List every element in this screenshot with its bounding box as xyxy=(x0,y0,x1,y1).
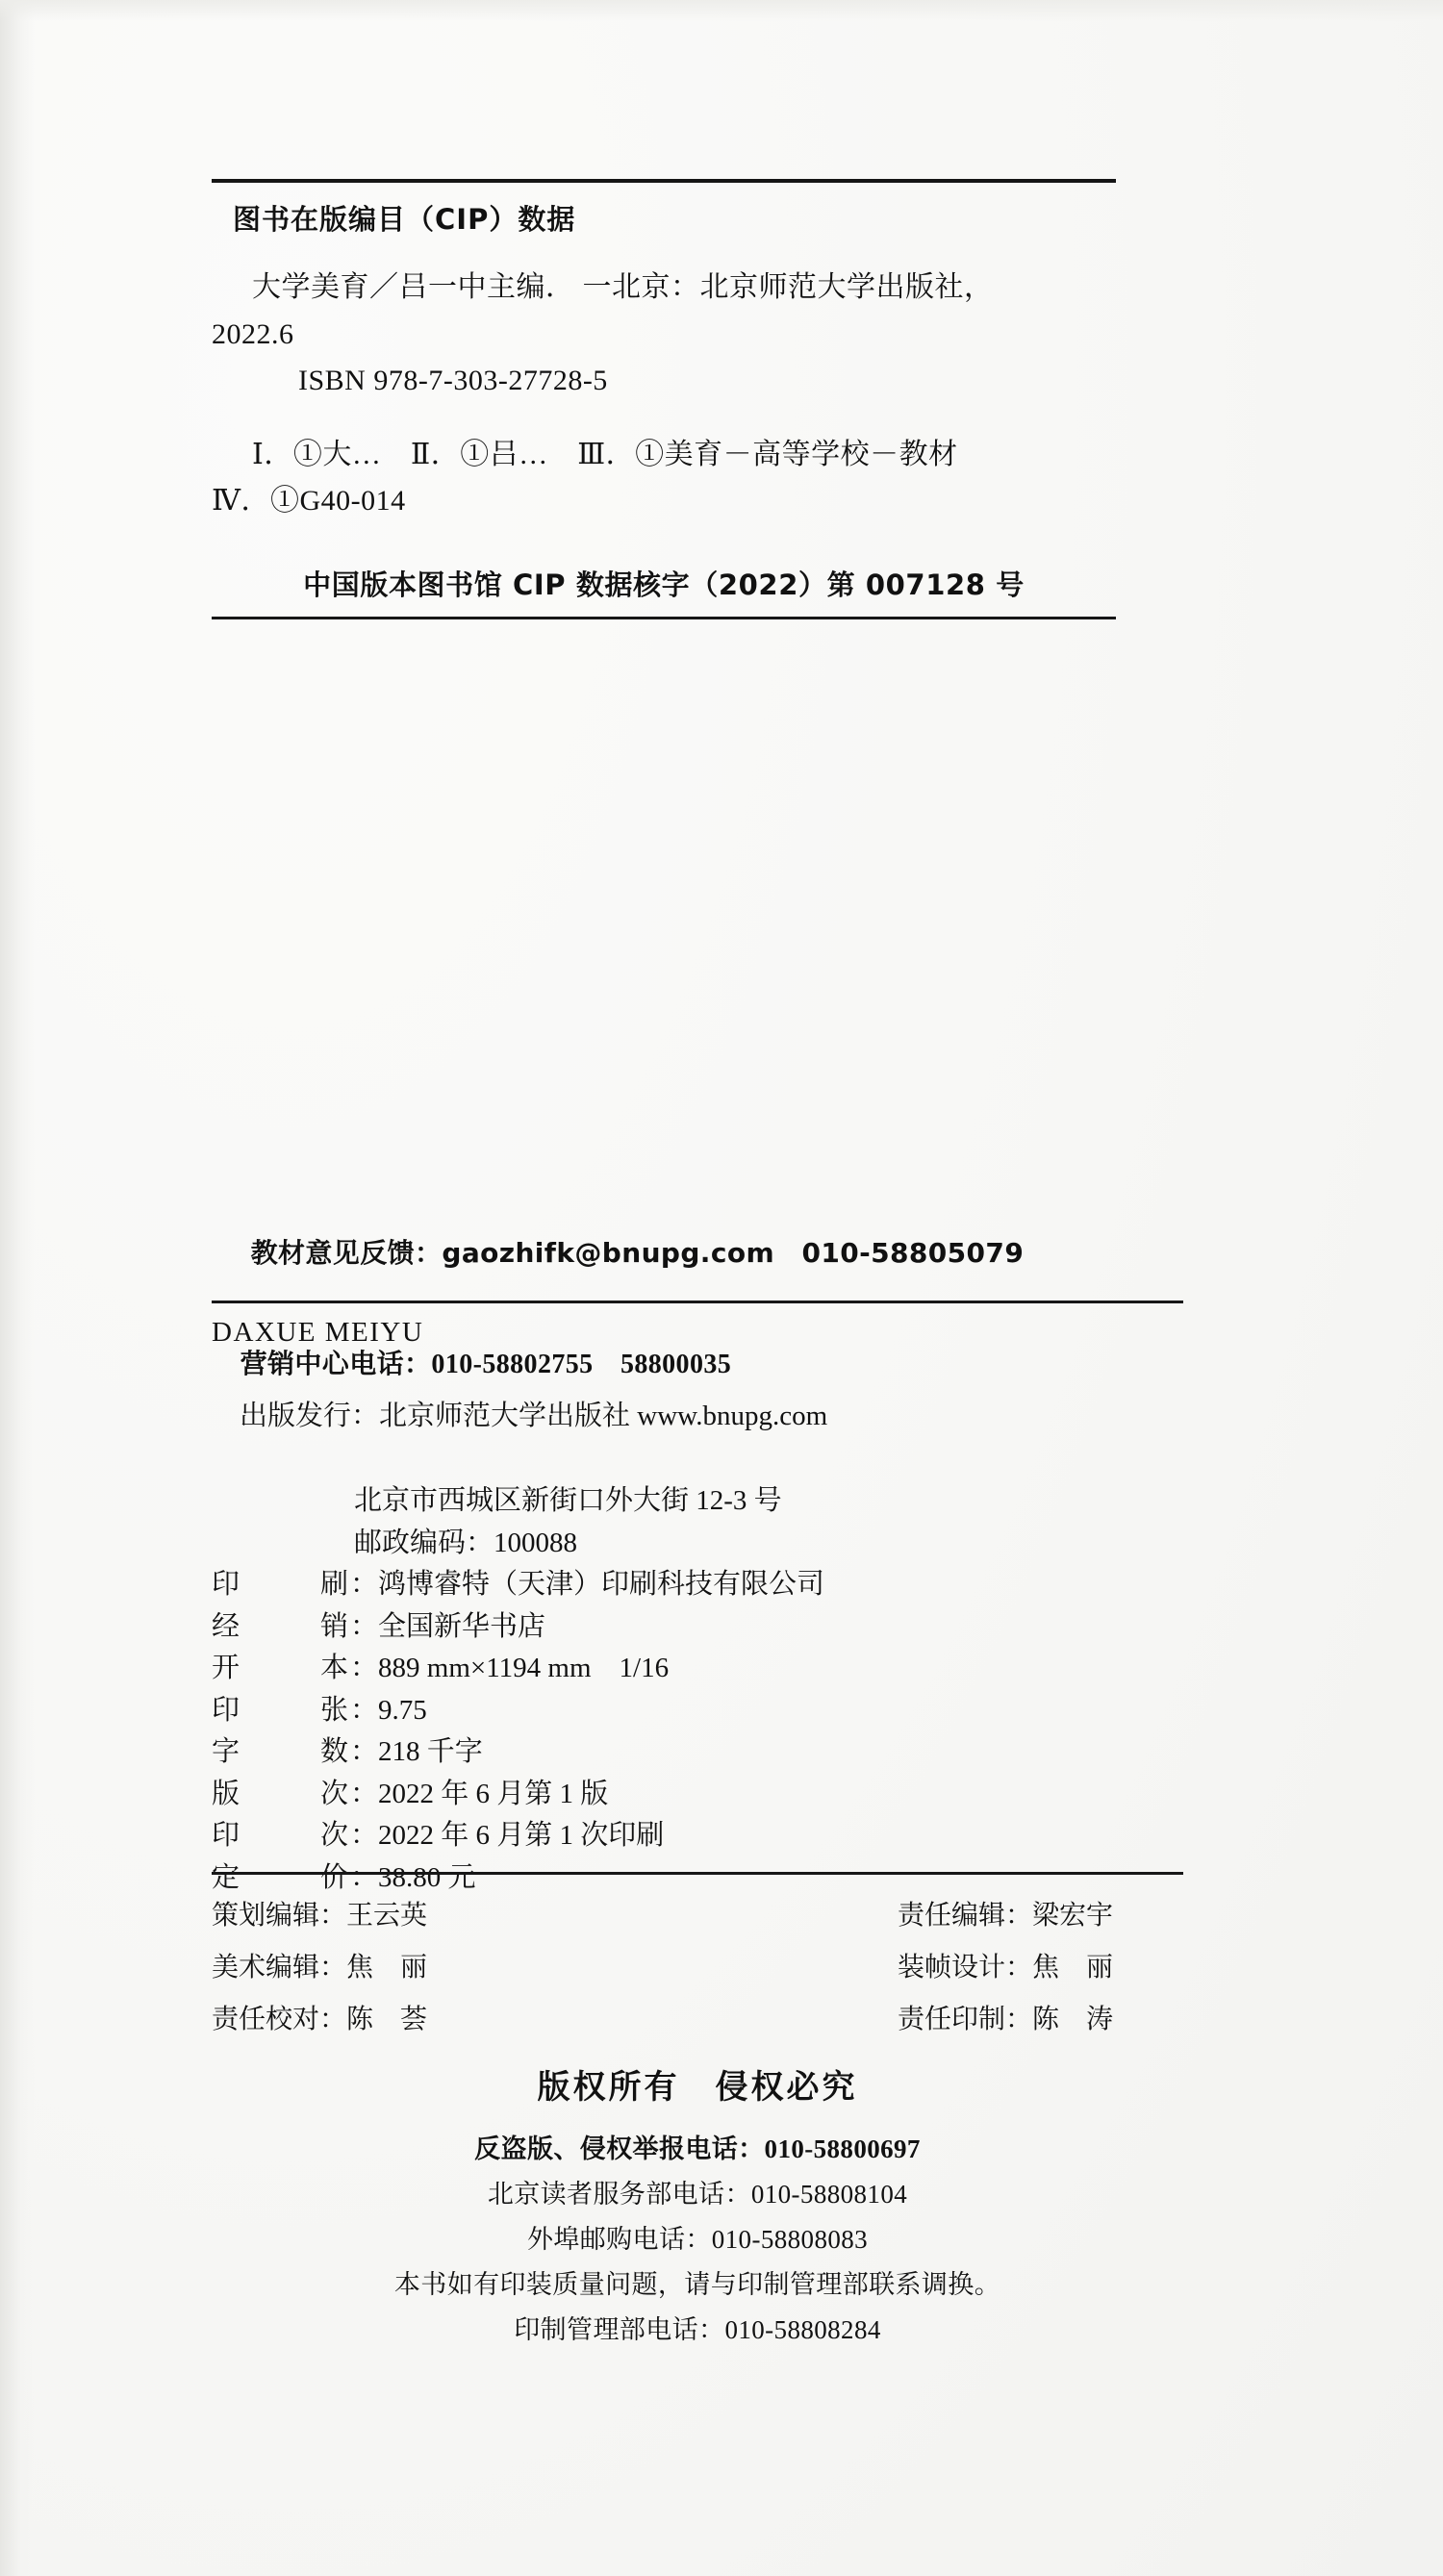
spec-row-edition xyxy=(212,1774,1183,1816)
spec-colon: ： xyxy=(350,1778,379,1809)
spec-label-distribution xyxy=(212,1606,354,1649)
cip-heading: 图书在版编目（CIP）数据 xyxy=(233,203,576,236)
spec-value-impression: 2022 年 6 月第 1 次印刷 xyxy=(378,1820,665,1852)
spec-row-format xyxy=(212,1648,1183,1690)
textbook-feedback-label: 教材意见反馈： xyxy=(250,1237,443,1269)
marketing-phone-2: 58800035 xyxy=(620,1350,732,1379)
cip-verification-number: 中国版本图书馆 CIP 数据核字（2022）第 007128 号 xyxy=(303,568,1025,601)
spec-label-char-a: 印 xyxy=(212,1820,240,1852)
publisher-address: 北京市西城区新街口外大街 12-3 号 xyxy=(354,1485,782,1517)
spec-value-edition: 2022 年 6 月第 1 版 xyxy=(378,1778,609,1809)
spec-label-print xyxy=(212,1564,354,1606)
spacer-gap xyxy=(774,1237,801,1269)
spec-label-char-b: 数 xyxy=(319,1736,348,1768)
spec-value-format: 889 mm×1194 mm 1/16 xyxy=(378,1653,670,1684)
publisher-postcode: 邮政编码：100088 xyxy=(354,1528,578,1559)
spec-label-char-a: 印 xyxy=(212,1694,240,1726)
copyright-slogan: 版权所有 侵权必究 xyxy=(537,2068,858,2107)
credit-name: 陈 涛 xyxy=(1032,2005,1114,2034)
publisher-website: www.bnupg.com xyxy=(637,1401,828,1432)
credits-top-rule xyxy=(212,1872,1183,1875)
cip-entry-line-1: 大学美育／吕一中主编． 一北京：北京师范大学出版社， xyxy=(252,271,994,303)
textbook-feedback-phone: 010-58805079 xyxy=(801,1237,1025,1269)
spec-row-wordcount xyxy=(212,1731,1183,1774)
spec-label-char-a: 字 xyxy=(212,1736,240,1768)
spec-row-print xyxy=(212,1564,1183,1606)
cip-isbn-line: ISBN 978-7-303-27728-5 xyxy=(298,365,608,397)
spec-label-char-a: 版 xyxy=(212,1778,240,1809)
spec-value-sheets: 9.75 xyxy=(378,1694,427,1726)
spec-row-sheets xyxy=(212,1690,1183,1732)
page-edge-shadow-top xyxy=(0,0,1443,21)
credit-name: 梁宏宇 xyxy=(1032,1901,1114,1931)
spec-value-wordcount: 218 千字 xyxy=(378,1736,483,1768)
credit-responsible-editor xyxy=(697,1894,1183,1932)
quality-notice: 本书如有印装质量问题，请与印制管理部联系调换。 xyxy=(393,2269,1001,2299)
print-department-phone: 印制管理部电话：010-58808284 xyxy=(514,2314,881,2344)
spec-colon: ： xyxy=(350,1569,379,1601)
credit-name: 焦 丽 xyxy=(346,1953,428,1983)
spec-colon: ： xyxy=(350,1653,379,1684)
spacer xyxy=(212,405,1116,432)
publisher-line xyxy=(212,1352,1183,1479)
credit-proofreader xyxy=(212,1998,697,2036)
cip-block xyxy=(212,179,1116,619)
spec-colon: ： xyxy=(350,1610,379,1642)
spec-colon: ： xyxy=(350,1820,379,1852)
marketing-phone-1: 010-58802755 xyxy=(431,1350,594,1379)
spec-value-distribution: 全国新华书店 xyxy=(378,1610,546,1642)
credit-label: 责任编辑： xyxy=(898,1901,1033,1931)
spec-colon: ： xyxy=(350,1694,379,1726)
spec-label-char-b: 次 xyxy=(319,1820,348,1852)
spec-label-char-b: 张 xyxy=(319,1694,348,1726)
cip-entry-line-2: 2022.6 xyxy=(212,317,294,350)
textbook-feedback-email: gaozhifk@bnupg.com xyxy=(442,1237,775,1269)
anti-piracy-hotline: 反盗版、侵权举报电话：010-58800697 xyxy=(474,2134,921,2163)
page-edge-shadow-left xyxy=(0,0,35,2576)
spec-label-char-a: 印 xyxy=(212,1569,240,1601)
credit-art-editor xyxy=(212,1946,697,1984)
spec-label-char-b: 价 xyxy=(319,1861,348,1893)
credits-grid xyxy=(212,1894,1183,2036)
spec-colon: ： xyxy=(350,1861,379,1893)
credits-block xyxy=(212,1872,1183,2036)
pinyin-title: DAXUE MEIYU xyxy=(212,1317,424,1348)
spec-label-sheets xyxy=(212,1690,354,1732)
credit-cover-designer xyxy=(697,1946,1183,1984)
marketing-label: 营销中心电话： xyxy=(240,1350,432,1379)
textbook-feedback-line xyxy=(212,1200,1183,1302)
credit-name: 王云英 xyxy=(346,1901,428,1931)
spec-label-char-b: 刷 xyxy=(319,1569,348,1601)
spec-label-format xyxy=(212,1648,354,1690)
cip-classification-line-1: Ⅰ．①大… Ⅱ．①吕… Ⅲ．①美育－高等学校－教材 xyxy=(252,438,958,470)
beijing-reader-service-phone: 北京读者服务部电话：010-58808104 xyxy=(487,2179,908,2209)
spec-label-wordcount xyxy=(212,1731,354,1774)
credit-production-supervisor xyxy=(697,1998,1183,2036)
spec-label-char-a: 开 xyxy=(212,1653,240,1684)
spacer xyxy=(212,238,1116,265)
imprint-top-rule xyxy=(212,1301,1183,1303)
spec-colon: ： xyxy=(350,1736,379,1768)
credit-label: 美术编辑： xyxy=(212,1953,347,1983)
spec-label-char-b: 次 xyxy=(319,1778,348,1809)
spec-label-char-b: 销 xyxy=(319,1610,348,1642)
spec-label-char-a: 经 xyxy=(212,1610,240,1642)
footer-block xyxy=(212,2060,1183,2353)
credit-planning-editor xyxy=(212,1894,697,1932)
spec-label-edition xyxy=(212,1774,354,1816)
cip-bottom-rule xyxy=(212,617,1116,619)
spacer xyxy=(212,525,1116,552)
spec-label-char-a: 定 xyxy=(212,1861,240,1893)
spec-label-char-b: 本 xyxy=(319,1653,348,1684)
credit-label: 策划编辑： xyxy=(212,1901,347,1931)
credit-label: 责任校对： xyxy=(212,2005,347,2034)
credit-label: 装帧设计： xyxy=(898,1953,1033,1983)
spec-value-print: 鸿博睿特（天津）印刷科技有限公司 xyxy=(378,1569,825,1601)
credit-name: 陈 荟 xyxy=(346,2005,428,2034)
spec-row-distribution xyxy=(212,1606,1183,1649)
cip-top-rule xyxy=(212,179,1116,183)
publish-label: 出版发行： xyxy=(240,1401,380,1432)
credit-name: 焦 丽 xyxy=(1032,1953,1114,1983)
spec-value-price: 38.80 元 xyxy=(378,1861,476,1893)
mail-order-phone: 外埠邮购电话：010-58808083 xyxy=(526,2224,869,2254)
imprint-block xyxy=(212,1301,1183,1899)
spec-row-impression xyxy=(212,1815,1183,1857)
spec-label-impression xyxy=(212,1815,354,1857)
publisher-name: 北京师范大学出版社 xyxy=(379,1401,631,1432)
credit-label: 责任印制： xyxy=(898,2005,1033,2034)
cip-classification-line-2: Ⅳ．①G40-014 xyxy=(212,485,406,518)
